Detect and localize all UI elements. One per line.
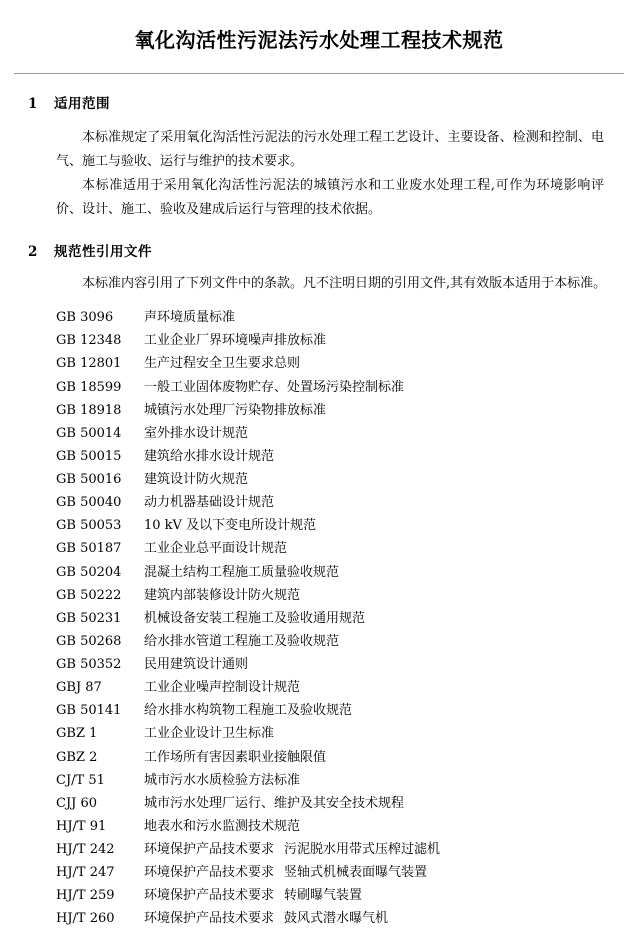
standard-code: GB 50015 [56, 448, 122, 464]
standard-name: 建筑设计防火规范 [144, 472, 249, 488]
standard-name: 民用建筑设计通则 [144, 657, 249, 673]
standard-code: GB 50040 [56, 495, 122, 511]
standard-name: 工作场所有害因素职业接触限值 [144, 749, 327, 765]
standard-code: HJ/T 259 [56, 888, 115, 904]
standard-subname: 竖轴式机械表面曝气装置 [284, 865, 428, 881]
list-item [56, 769, 618, 792]
list-item [56, 630, 618, 653]
standard-name: 城市污水水质检验方法标准 [144, 772, 301, 788]
standard-name: 工业企业噪声控制设计规范 [144, 680, 301, 696]
section-number: 1 [28, 96, 38, 112]
list-item [56, 422, 618, 445]
section-title: 规范性引用文件 [54, 244, 152, 261]
standard-code: HJ/T 260 [56, 911, 115, 927]
standard-name: 10 kV 及以下变电所设计规范 [144, 518, 317, 534]
standard-code: GBZ 2 [56, 749, 98, 765]
standard-code: GB 18918 [56, 402, 122, 418]
section-number: 2 [28, 244, 38, 261]
list-item [56, 306, 618, 329]
standard-name: 建筑内部装修设计防火规范 [144, 587, 301, 603]
list-item [56, 607, 618, 630]
list-item [56, 838, 618, 861]
standard-code: GB 50222 [56, 587, 122, 603]
page-title: 氧化沟活性污泥法污水处理工程技术规范 [134, 28, 504, 52]
standard-code: GB 12348 [56, 333, 122, 349]
standard-name: 建筑给水排水设计规范 [144, 448, 275, 464]
list-item [56, 653, 618, 676]
list-item [56, 352, 618, 375]
list-item [56, 445, 618, 468]
list-item [56, 746, 618, 769]
standard-name: 室外排水设计规范 [144, 425, 249, 441]
standard-code: GB 50187 [56, 541, 122, 557]
list-item [56, 468, 618, 491]
standard-name: 一般工业固体废物贮存、处置场污染控制标准 [144, 379, 405, 395]
standard-name: 工业企业总平面设计规范 [144, 541, 288, 557]
paragraph: 本标准规定了采用氧化沟活性污泥法的污水处理工程工艺设计、主要设备、检测和控制、电气、施工与验收、运行与维护的技术要求。 [56, 130, 604, 170]
standard-code: GB 50231 [56, 610, 122, 626]
standard-name: 地表水和污水监测技术规范 [144, 818, 301, 834]
list-item [56, 722, 618, 745]
section-title: 适用范围 [54, 96, 110, 112]
standard-code: CJJ 60 [56, 795, 98, 811]
title-divider [14, 73, 624, 74]
standard-code: GB 50352 [56, 657, 122, 673]
standard-code: GBJ 87 [56, 680, 102, 696]
standard-name: 环境保护产品技术要求 [144, 888, 275, 904]
list-item [56, 884, 618, 907]
standard-subname: 污泥脱水用带式压榨过滤机 [284, 842, 441, 858]
standard-subname: 转刷曝气装置 [284, 888, 363, 904]
standard-code: GB 12801 [56, 356, 122, 372]
standard-code: HJ/T 247 [56, 865, 115, 881]
list-item [56, 861, 618, 884]
standard-name: 城镇污水处理厂污染物排放标准 [144, 402, 327, 418]
standard-name: 混凝土结构工程施工质量验收规范 [144, 564, 340, 580]
standard-code: GB 50268 [56, 633, 122, 649]
standard-name: 环境保护产品技术要求 [144, 842, 275, 858]
list-item [56, 561, 618, 584]
standard-name: 声环境质量标准 [144, 310, 236, 326]
standard-name: 环境保护产品技术要求 [144, 865, 275, 881]
section-heading [0, 240, 638, 260]
list-item [56, 376, 618, 399]
standard-code: GB 50204 [56, 564, 122, 580]
list-item [56, 537, 618, 560]
standard-name: 机械设备安装工程施工及验收通用规范 [144, 610, 366, 626]
standard-name: 给水排水管道工程施工及验收规范 [144, 633, 340, 649]
list-item [56, 491, 618, 514]
standard-name: 生产过程安全卫生要求总则 [144, 356, 301, 372]
standard-code: GB 50141 [56, 703, 122, 719]
list-item [56, 792, 618, 815]
standard-code: CJ/T 51 [56, 772, 105, 788]
standard-code: GBZ 1 [56, 726, 98, 742]
list-item [56, 584, 618, 607]
standard-code: GB 50014 [56, 425, 122, 441]
standard-code: HJ/T 242 [56, 842, 115, 858]
paragraph: 本标准适用于采用氧化沟活性污泥法的城镇污水和工业废水处理工程,可作为环境影响评价、设计、施工、验收及建成后运行与管理的技术依据。 [56, 178, 604, 218]
standard-name: 工业企业厂界环境噪声排放标准 [144, 333, 327, 349]
standard-subname: 鼓风式潜水曝气机 [284, 911, 389, 927]
section-heading [0, 92, 638, 112]
list-item [56, 329, 618, 352]
section-applicable-scope [0, 92, 638, 222]
standard-code: GB 50053 [56, 518, 122, 534]
standard-code: GB 3096 [56, 310, 114, 326]
standard-code: GB 50016 [56, 472, 122, 488]
standards-list [0, 306, 638, 930]
list-item [56, 699, 618, 722]
section-normative-references [0, 240, 638, 930]
standard-name: 工业企业设计卫生标准 [144, 726, 275, 742]
standard-code: HJ/T 91 [56, 818, 107, 834]
references-note: 本标准内容引用了下列文件中的条款。凡不注明日期的引用文件,其有效版本适用于本标准。 [82, 276, 607, 292]
list-item [56, 815, 618, 838]
list-item [56, 907, 618, 930]
list-item [56, 676, 618, 699]
standard-name: 城市污水处理厂运行、维护及其安全技术规程 [144, 795, 405, 811]
standard-name: 动力机器基础设计规范 [144, 495, 275, 511]
list-item [56, 514, 618, 537]
list-item [56, 399, 618, 422]
standard-code: GB 18599 [56, 379, 122, 395]
standard-name: 环境保护产品技术要求 [144, 911, 275, 927]
standard-name: 给水排水构筑物工程施工及验收规范 [144, 703, 353, 719]
